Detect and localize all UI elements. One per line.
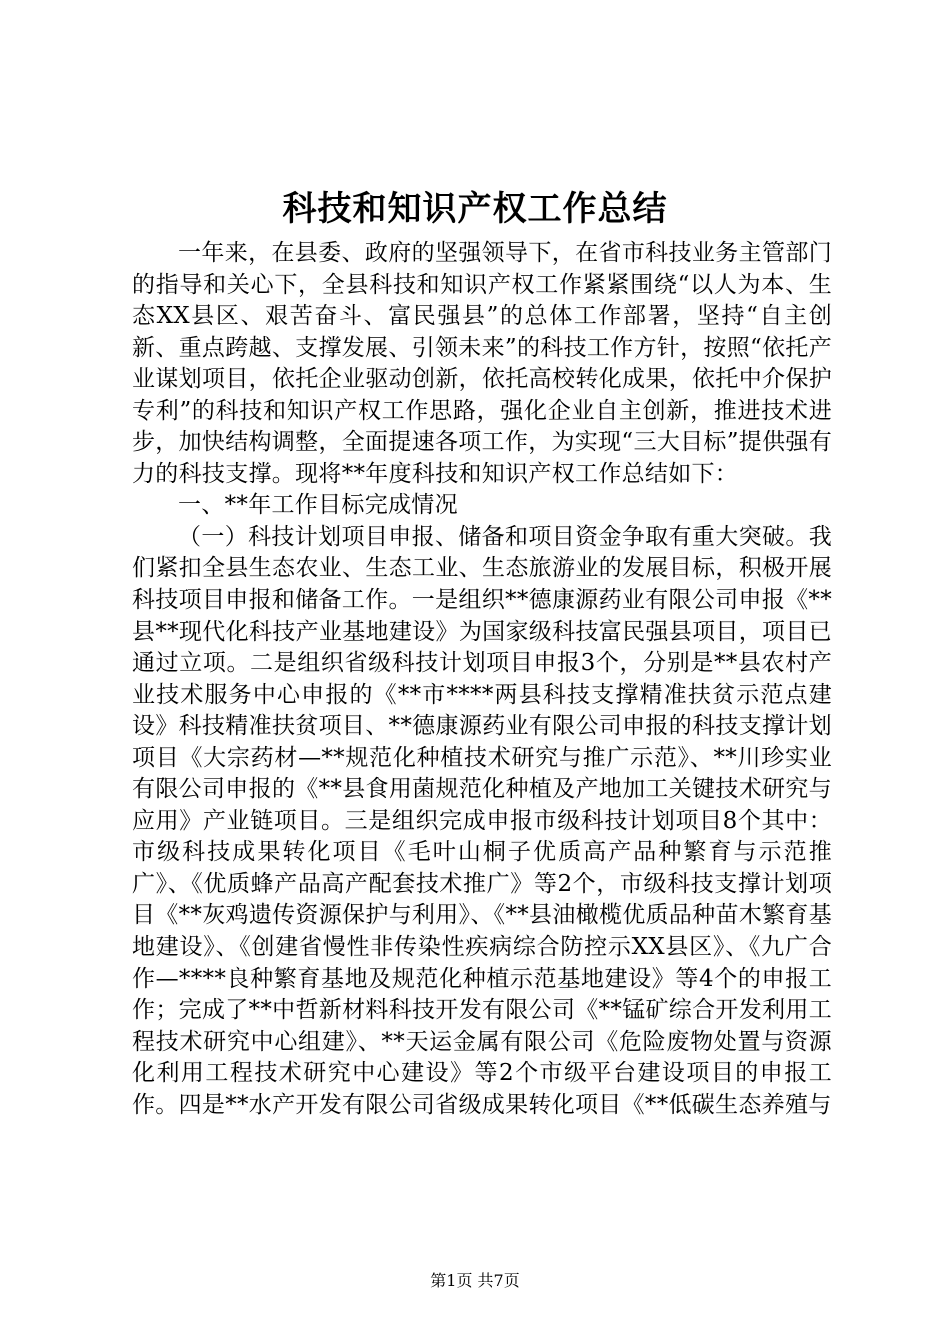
paragraph-section-1: （一）科技计划项目申报、储备和项目资金争取有重大突破。我们紧扣全县生态农业、生态工业、生态旅游业的发展目标，积极开展科技项目申报和储备工作。一是组织**德康源药业有限公司申报《**县**现代化科技产业基地建设》为国家级科技富民强县项目，项目已通过立项。二是组织省级科技计划项目申报3个，分别是**县农村产业技术服务中心申报的《**市****两县科技支撑精准扶贫示范点建设》科技精准扶贫项目、**德康源药业有限公司申报的科技支撑计划项目《大宗药材—**规范化种植技术研究与推广示范》、**川珍实业有限公司申报的《**县食用菌规范化种植及产地加工关键技术研究与应用》产业链项目。三是组织完成申报市级科技计划项目8个其中：市级科技成果转化项目《毛叶山桐子优质高产品种繁育与示范推广》、《优质蜂产品高产配套技术推广》等2个，市级科技支撑计划项目《**灰鸡遗传资源保护与利用》、《**县油橄榄优质品种苗木繁育基地建设》、《创建省慢性非传染性疾病综合防控示XX县区》、《九广合作—****良种繁育基地及规范化种植示范基地建设》等4个的申报工作；完成了**中哲新材料科技开发有限公司《**锰矿综合开发利用工程技术研究中心组建》、**天运金属有限公司《危险废物处置与资源化利用工程技术研究中心建设》等2个市级平台建设项目的申报工作。四是**水产开发有限公司省级成果转化项目《**低碳生态养殖与 — [132, 523, 832, 1118]
section-heading: 一、**年工作目标完成情况 — [178, 492, 458, 519]
page-footer: 第1页 共7页 — [430, 1271, 520, 1290]
paragraph-intro: 一年来，在县委、政府的坚强领导下，在省市科技业务主管部门的指导和关心下，全县科技和知识产权工作紧紧围绕“以人为本、生态XX县区、艰苦奋斗、富民强县”的总体工作部署，坚持“自主创新、重点跨越、支撑发展、引领未来”的科技工作方针，按照“依托产业谋划项目，依托企业驱动创新，依托高校转化成果，依托中介保护专利”的科技和知识产权工作思路，强化企业自主创新，推进技术进步，加快结构调整，全面提速各项工作，为实现“三大目标”提供强有力的科技支撑。现将**年度科技和知识产权工作总结如下： — [132, 240, 832, 487]
document-body — [132, 238, 832, 1121]
page-title: 科技和知识产权工作总结 — [282, 189, 668, 229]
